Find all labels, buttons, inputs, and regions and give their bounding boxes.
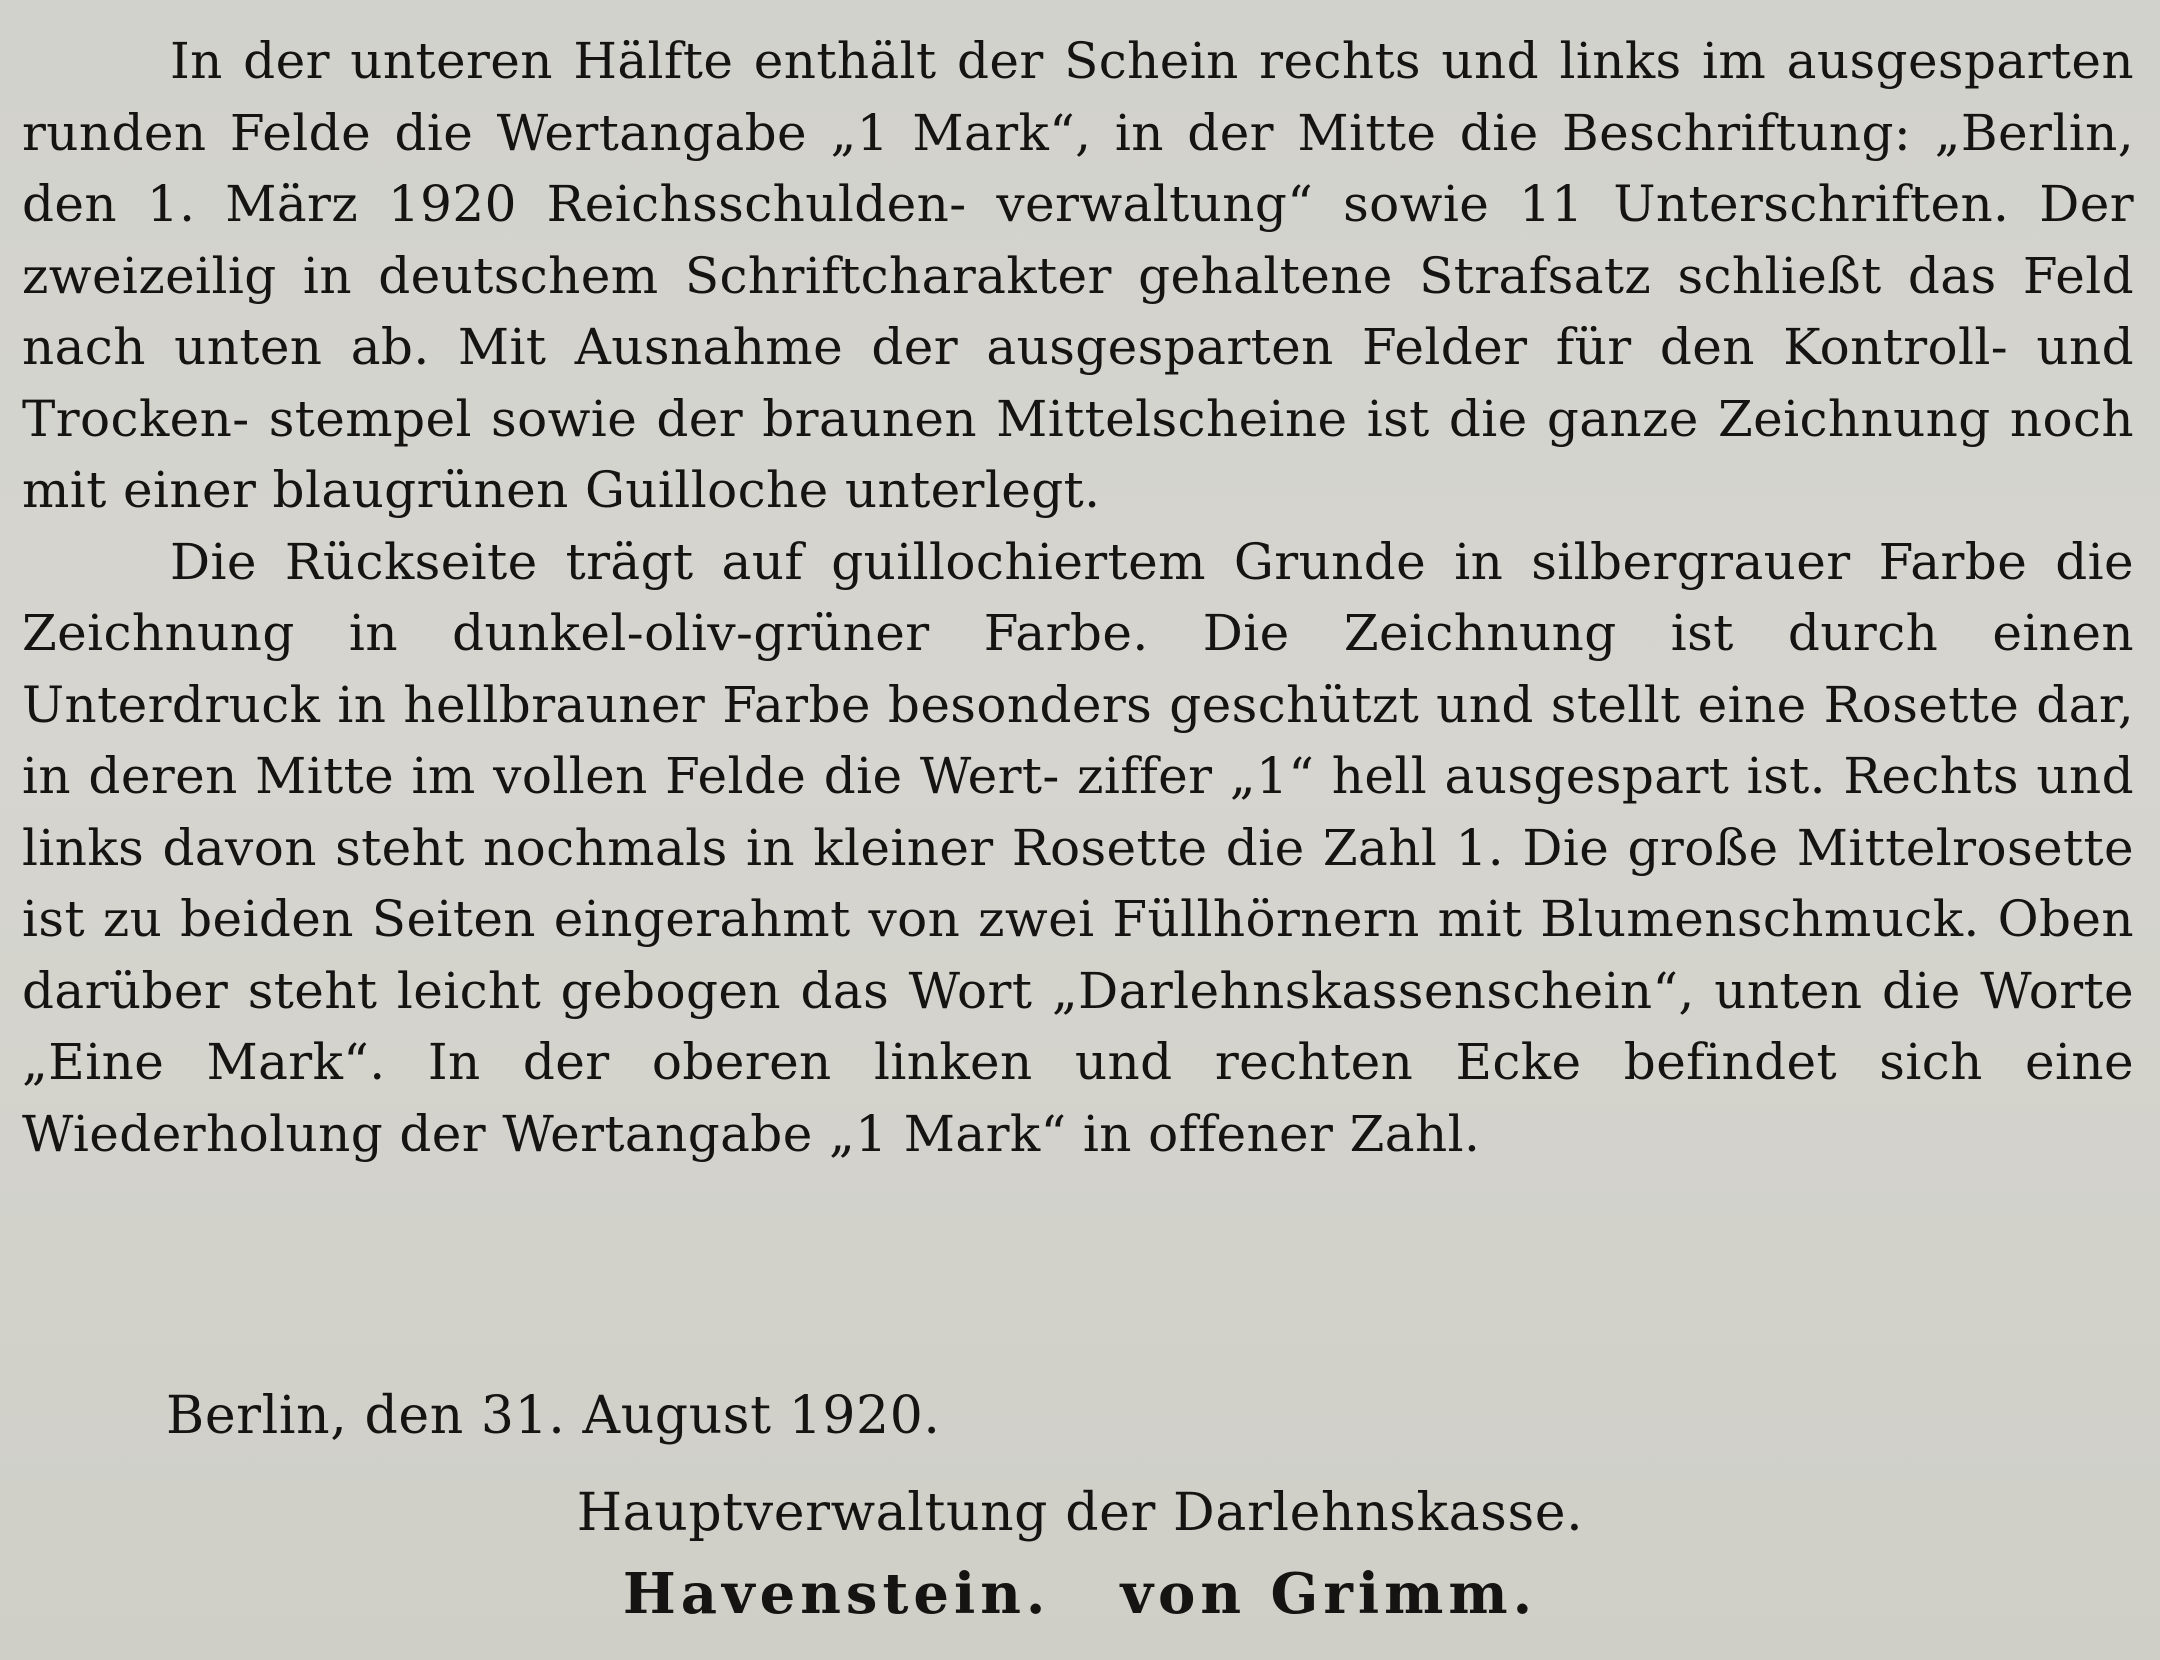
signatories: [0, 1558, 2160, 1630]
issuing-authority: Hauptverwaltung der Darlehnskasse.: [576, 1483, 1584, 1543]
signatory-von-grimm: von Grimm.: [1120, 1561, 1538, 1627]
signatory-havenstein: Havenstein.: [622, 1561, 1051, 1627]
paragraph-front-side: In der unteren Hälfte enthält der Schein rechts und links im ausgesparten runden Felde die Wertangabe „1 Mark“, in der Mitte die Beschriftung: „Berlin, den 1. März 1920 Reichsschulden- verwaltung“ sowie 11 Unterschriften. Der zweizeilig in deutschem Schriftcharakter gehaltene Strafsatz schließt das Feld nach unten ab. Mit Ausnahme der ausgesparten Felder für den Kontroll- und Trocken- stempel sowie der braunen Mittelscheine ist die ganze Zeichnung noch mit einer blaugrünen Guilloche unterlegt.: [22, 32, 2134, 519]
body-text: [22, 26, 2134, 1170]
paragraph-reverse-side: Die Rückseite trägt auf guillochiertem Grunde in silbergrauer Farbe die Zeichnung in dunkel-oliv-grüner Farbe. Die Zeichnung ist durch einen Unterdruck in hellbrauner Farbe besonders geschützt und stellt eine Rosette dar, in deren Mitte im vollen Felde die Wert- ziffer „1“ hell ausgespart ist. Rechts und links davon steht nochmals in kleiner Rosette die Zahl 1. Die große Mittelrosette ist zu beiden Seiten eingerahmt von zwei Füllhörnern mit Blumenschmuck. Oben darüber steht leicht gebogen das Wort „Darlehnskassenschein“, unten die Worte „Eine Mark“. In der oberen linken und rechten Ecke befindet sich eine Wiederholung der Wertangabe „1 Mark“ in offener Zahl.: [22, 532, 2134, 1163]
place-and-date: Berlin, den 31. August 1920.: [166, 1386, 941, 1446]
